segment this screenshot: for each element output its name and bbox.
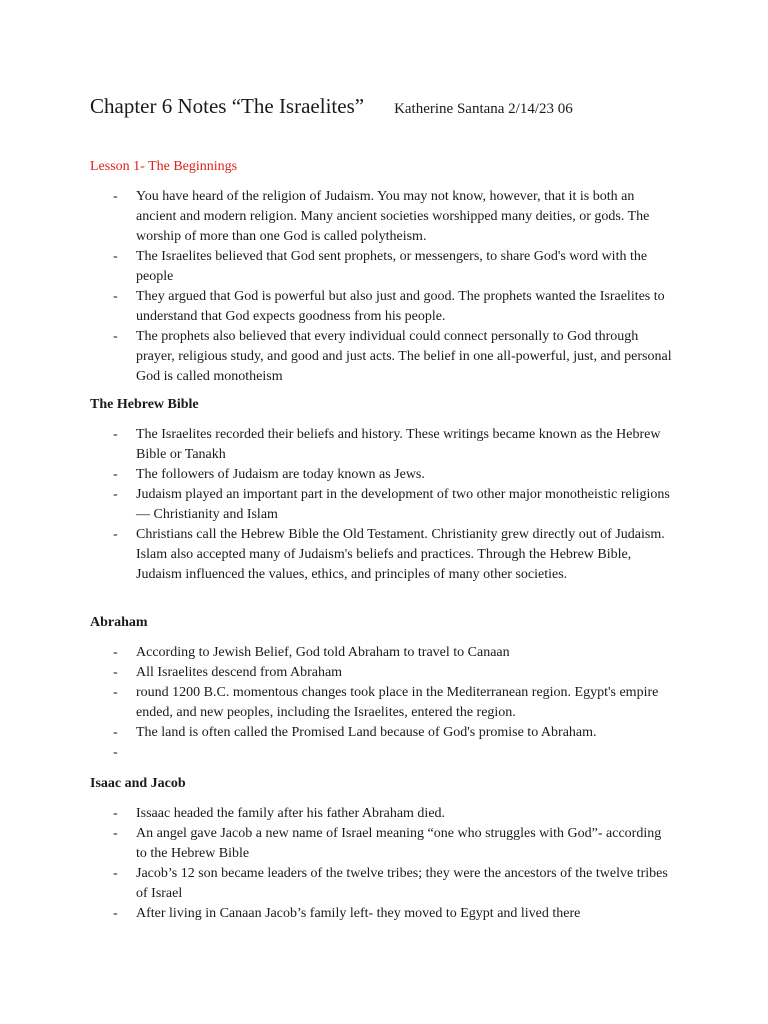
list-item bbox=[90, 683, 672, 723]
bullet-dash: - bbox=[113, 645, 118, 660]
list-item-text: The land is often called the Promised Land because of God's promise to Abraham. bbox=[136, 725, 597, 740]
lesson-heading: Lesson 1- The Beginnings bbox=[90, 159, 238, 174]
author-date: Katherine Santana 2/14/23 06 bbox=[394, 101, 573, 117]
bullet-dash: - bbox=[113, 685, 118, 700]
list-item-text: round 1200 B.C. momentous changes took place in the Mediterranean region. Egypt's empire ended, and new peoples, including the Israelites, entered the region. bbox=[136, 685, 659, 720]
list-item-text: Issaac headed the family after his father Abraham died. bbox=[136, 806, 446, 821]
list-item-text: After living in Canaan Jacob’s family left- they moved to Egypt and lived there bbox=[136, 906, 581, 921]
section-heading: The Hebrew Bible bbox=[90, 397, 199, 412]
list-item-text: The followers of Judaism are today known as Jews. bbox=[136, 467, 425, 482]
bullet-dash: - bbox=[113, 427, 118, 442]
list-item-text: The prophets also believed that every individual could connect personally to God through prayer, religious study, and good and just acts. The belief in one all-powerful, just, and personal God is called monotheism bbox=[136, 329, 672, 384]
list-item bbox=[90, 824, 672, 864]
bullet-dash: - bbox=[113, 806, 118, 821]
bullet-list bbox=[90, 425, 690, 585]
bullet-dash: - bbox=[113, 745, 118, 760]
section-heading: Abraham bbox=[90, 615, 148, 630]
section-isaac-jacob bbox=[90, 774, 690, 924]
list-item-text: An angel gave Jacob a new name of Israel meaning “one who struggles with God”- according to the Hebrew Bible bbox=[136, 826, 662, 861]
title-row bbox=[90, 94, 573, 119]
bullet-dash: - bbox=[113, 826, 118, 841]
bullet-dash: - bbox=[113, 487, 118, 502]
list-item-text: All Israelites descend from Abraham bbox=[136, 665, 343, 680]
bullet-list bbox=[90, 643, 690, 763]
list-item bbox=[90, 327, 672, 387]
list-item-text: According to Jewish Belief, God told Abraham to travel to Canaan bbox=[136, 645, 510, 660]
list-item bbox=[90, 743, 672, 763]
bullet-list bbox=[90, 804, 690, 924]
bullet-dash: - bbox=[113, 329, 118, 344]
bullet-dash: - bbox=[113, 289, 118, 304]
list-item-text: The Israelites believed that God sent prophets, or messengers, to share God's word with the people bbox=[136, 249, 648, 284]
list-item bbox=[90, 187, 672, 247]
list-item-text: Jacob’s 12 son became leaders of the twelve tribes; they were the ancestors of the twelve tribes of Israel bbox=[136, 866, 668, 901]
list-item bbox=[90, 465, 672, 485]
list-item bbox=[90, 904, 672, 924]
bullet-dash: - bbox=[113, 527, 118, 542]
section-hebrew-bible bbox=[90, 395, 690, 585]
section-abraham bbox=[90, 613, 690, 763]
list-item-text: The Israelites recorded their beliefs and history. These writings became known as the Hebrew Bible or Tanakh bbox=[136, 427, 661, 462]
section-heading: Isaac and Jacob bbox=[90, 776, 186, 791]
bullet-dash: - bbox=[113, 725, 118, 740]
list-item bbox=[90, 287, 672, 327]
list-item bbox=[90, 663, 672, 683]
list-item-text: They argued that God is powerful but also just and good. The prophets wanted the Israelites to understand that God expects goodness from his people. bbox=[136, 289, 665, 324]
list-item bbox=[90, 425, 672, 465]
list-item bbox=[90, 723, 672, 743]
list-item bbox=[90, 485, 672, 525]
list-item-text: Judaism played an important part in the development of two other major monotheistic religions— Christianity and Islam bbox=[136, 487, 670, 522]
list-item bbox=[90, 864, 672, 904]
list-item bbox=[90, 804, 672, 824]
list-item-text: Christians call the Hebrew Bible the Old Testament. Christianity grew directly out of Judaism. Islam also accepted many of Judaism's beliefs and practices. Through the Hebrew Bible, Judaism influenced the values, ethics, and principles of many other societies. bbox=[136, 527, 665, 582]
bullet-dash: - bbox=[113, 665, 118, 680]
bullet-dash: - bbox=[113, 866, 118, 881]
list-item bbox=[90, 525, 672, 585]
page-title: Chapter 6 Notes “The Israelites” bbox=[90, 94, 365, 118]
bullet-dash: - bbox=[113, 189, 118, 204]
list-item bbox=[90, 247, 672, 287]
section-beginnings bbox=[90, 187, 690, 387]
list-item bbox=[90, 643, 672, 663]
bullet-dash: - bbox=[113, 467, 118, 482]
bullet-dash: - bbox=[113, 906, 118, 921]
bullet-dash: - bbox=[113, 249, 118, 264]
list-item-text: You have heard of the religion of Judaism. You may not know, however, that it is both an ancient and modern religion. Many ancient societies worshipped many deities, or gods. The worship of more than one God is called polytheism. bbox=[136, 189, 650, 244]
bullet-list bbox=[90, 187, 690, 387]
